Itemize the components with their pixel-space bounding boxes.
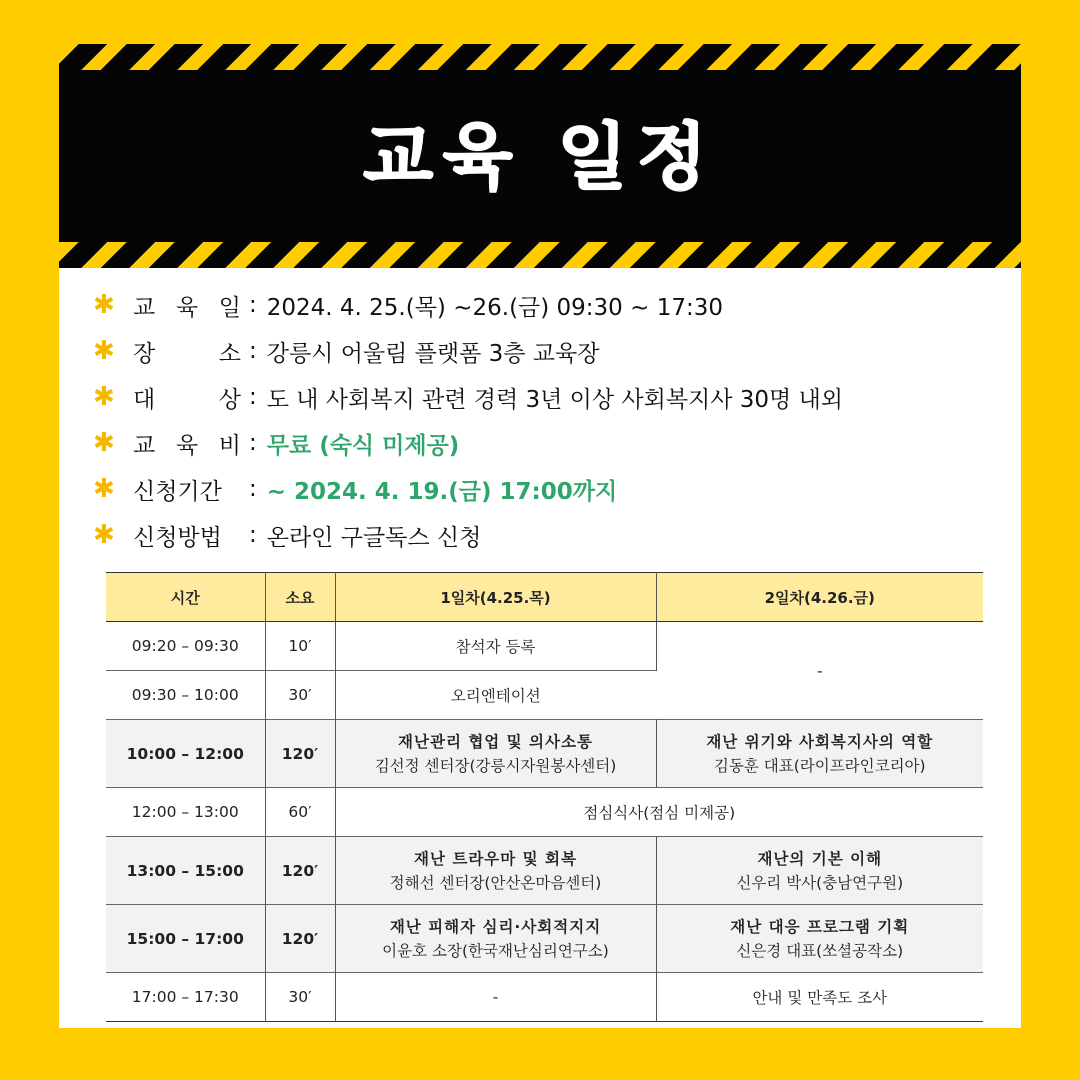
row-time: 15:00 – 17:00	[106, 905, 265, 973]
row-time: 12:00 – 13:00	[106, 788, 265, 837]
session-speaker: 김동훈 대표(라이프라인코리아)	[713, 756, 926, 775]
info-item-period	[93, 466, 993, 512]
row-duration: 120′	[265, 720, 335, 788]
row-time: 09:20 – 09:30	[106, 622, 265, 671]
info-label: 교 육 일	[133, 294, 241, 321]
table-row	[106, 622, 983, 671]
info-value: ~ 2024. 4. 19.(금) 17:00까지	[266, 478, 618, 505]
title-banner	[59, 44, 1021, 268]
hazard-stripe-bottom	[59, 242, 1021, 268]
asterisk-icon: ✱	[93, 474, 115, 504]
row-duration: 120′	[265, 905, 335, 973]
row-day1	[335, 720, 656, 788]
asterisk-icon: ✱	[93, 290, 115, 320]
table-row	[106, 788, 983, 837]
hazard-stripe-top	[59, 44, 1021, 70]
info-value: 무료 (숙식 미제공)	[266, 432, 460, 459]
table-row	[106, 720, 983, 788]
row-time: 09:30 – 10:00	[106, 671, 265, 720]
row-day1	[335, 837, 656, 905]
schedule-card	[59, 44, 1021, 1028]
table-row	[106, 837, 983, 905]
info-list	[93, 282, 993, 558]
session-title: 재난의 기본 이해	[757, 849, 883, 868]
asterisk-icon: ✱	[93, 428, 115, 458]
info-value: 온라인 구글독스 신청	[266, 524, 482, 551]
row-day2: 안내 및 만족도 조사	[752, 989, 888, 1007]
row-day2	[656, 837, 983, 905]
row-duration: 10′	[265, 622, 335, 671]
row-time: 17:00 – 17:30	[106, 973, 265, 1022]
info-label: 교 육 비	[133, 432, 241, 459]
row-duration: 30′	[265, 973, 335, 1022]
schedule-table	[106, 572, 983, 1022]
asterisk-icon: ✱	[93, 520, 115, 550]
row-day1	[335, 905, 656, 973]
asterisk-icon: ✱	[93, 382, 115, 412]
table-row	[106, 905, 983, 973]
session-speaker: 이윤호 소장(한국재난심리연구소)	[382, 941, 609, 960]
row-duration: 30′	[265, 671, 335, 720]
info-colon: :	[249, 338, 257, 364]
row-time: 10:00 – 12:00	[106, 720, 265, 788]
info-label: 대 상	[133, 386, 241, 413]
session-speaker: 김선정 센터장(강릉시자원봉사센터)	[374, 756, 617, 775]
row-day2	[656, 720, 983, 788]
row-day2	[656, 905, 983, 973]
info-label: 신청기간	[133, 478, 222, 505]
info-item-target	[93, 374, 993, 420]
session-title: 재난 대응 프로그램 기획	[730, 917, 910, 936]
table-row	[106, 973, 983, 1022]
info-label: 신청방법	[133, 524, 222, 551]
row-time: 13:00 – 15:00	[106, 837, 265, 905]
info-value: 도 내 사회복지 관련 경력 3년 이상 사회복지사 30명 내외	[266, 386, 844, 413]
session-title: 재난 트라우마 및 회복	[414, 849, 577, 868]
header-day1: 1일차(4.25.목)	[335, 573, 656, 622]
info-colon: :	[249, 430, 257, 456]
info-colon: :	[249, 476, 257, 502]
info-value: 2024. 4. 25.(목) ~26.(금) 09:30 ~ 17:30	[266, 294, 723, 321]
session-title: 재난관리 협업 및 의사소통	[398, 732, 593, 751]
session-title: 재난 위기와 사회복지사의 역할	[706, 732, 934, 751]
table-header-row	[106, 573, 983, 622]
header-day2: 2일차(4.26.금)	[656, 573, 983, 622]
page-title: 교육 일정	[363, 115, 717, 199]
info-value: 강릉시 어울림 플랫폼 3층 교육장	[266, 340, 600, 367]
row-duration: 120′	[265, 837, 335, 905]
session-title: 재난 피해자 심리·사회적지지	[389, 917, 602, 936]
info-item-place	[93, 328, 993, 374]
info-item-date	[93, 282, 993, 328]
row-day2-morning: -	[656, 622, 983, 720]
info-colon: :	[249, 522, 257, 548]
info-colon: :	[249, 384, 257, 410]
info-item-method	[93, 512, 993, 558]
session-speaker: 정해선 센터장(안산온마음센터)	[389, 873, 602, 892]
row-day1: -	[335, 973, 656, 1022]
info-label: 장 소	[133, 340, 241, 367]
row-day1: 참석자 등록	[335, 622, 656, 671]
session-speaker: 신우리 박사(충남연구원)	[736, 873, 904, 892]
info-colon: :	[249, 292, 257, 318]
header-time: 시간	[106, 573, 265, 622]
row-lunch: 점심식사(점심 미제공)	[583, 804, 736, 822]
row-day1: 오리엔테이션	[450, 687, 541, 705]
header-duration: 소요	[265, 573, 335, 622]
row-duration: 60′	[265, 788, 335, 837]
asterisk-icon: ✱	[93, 336, 115, 366]
session-speaker: 신은경 대표(쏘셜공작소)	[736, 941, 904, 960]
info-item-fee	[93, 420, 993, 466]
